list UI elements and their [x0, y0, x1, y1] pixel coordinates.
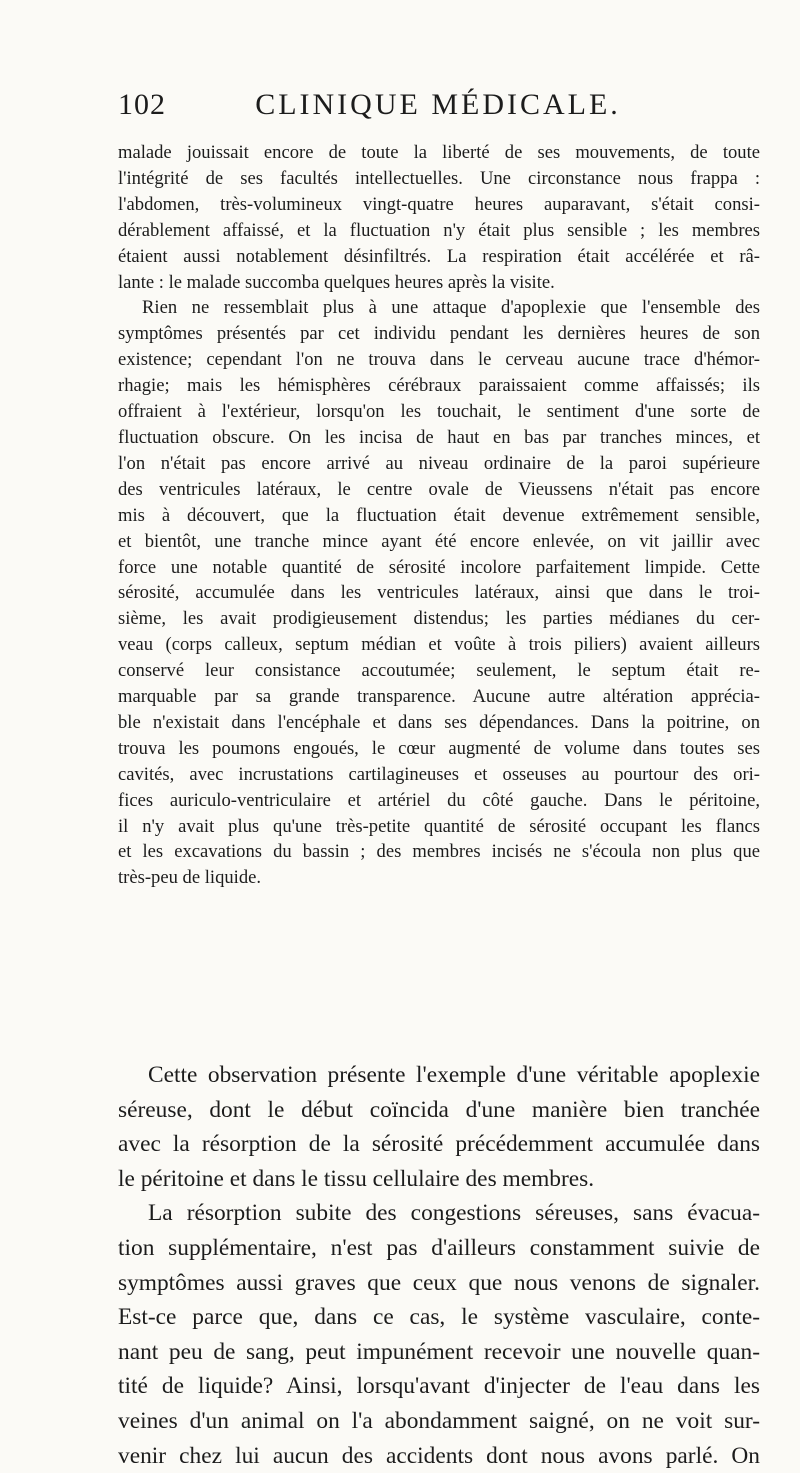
text-line: conservé leur consistance accoutumée; seulement, le septum était re-	[118, 660, 760, 682]
text-line: et les excavations du bassin ; des membres incisés ne s'écoula non plus que	[118, 841, 760, 863]
text-line: et bientôt, une tranche mince ayant été encore enlevée, on vit jaillir avec	[118, 530, 760, 552]
text-line: tité de liquide? Ainsi, lorsqu'avant d'injecter de l'eau dans les	[118, 1373, 760, 1400]
text-line: étaient aussi notablement désinfiltrés. La respiration était accélérée et râ-	[118, 245, 760, 267]
text-line: offraient à l'extérieur, lorsqu'on les touchait, le sentiment d'une sorte de	[118, 401, 760, 423]
text-line: il n'y avait plus qu'une très-petite quantité de sérosité occupant les flancs	[118, 815, 760, 837]
text-line: marquable par sa grande transparence. Aucune autre altération apprécia-	[118, 686, 760, 708]
running-head: CLINIQUE MÉDICALE.	[255, 88, 621, 121]
text-line: l'abdomen, très-volumineux vingt-quatre heures auparavant, s'était consi-	[118, 193, 760, 215]
text-line: symptômes présentés par cet individu pendant les dernières heures de son	[118, 323, 760, 345]
text-line: Est-ce parce que, dans ce cas, le système vasculaire, conte-	[118, 1304, 760, 1331]
case-report-text	[118, 140, 760, 891]
text-line: existence; cependant l'on ne trouva dans le cerveau aucune trace d'hémor-	[118, 349, 760, 371]
text-line: cavités, avec incrustations cartilagineuses et osseuses au pourtour des ori-	[118, 763, 760, 785]
text-line: l'intégrité de ses facultés intellectuelles. Une circonstance nous frappa :	[118, 167, 760, 189]
text-line: mis à découvert, que la fluctuation était devenue extrêmement sensible,	[118, 504, 760, 526]
text-line: rhagie; mais les hémisphères cérébraux paraissaient comme affaissés; ils	[118, 375, 760, 397]
text-line: Cette observation présente l'exemple d'une véritable apoplexie	[148, 1062, 760, 1088]
text-line: force une notable quantité de sérosité incolore parfaitement limpide. Cette	[118, 556, 760, 578]
text-line: très-peu de liquide.	[118, 867, 262, 889]
text-line: le péritoine et dans le tissu cellulaire des membres.	[118, 1165, 595, 1192]
text-line: des ventricules latéraux, le centre ovale de Vieussens n'était pas encore	[118, 478, 760, 500]
text-line: malade jouissait encore de toute la liberté de ses mouvements, de toute	[118, 142, 760, 163]
text-line: sérosité, accumulée dans les ventricules latéraux, ainsi que dans le troi-	[118, 582, 760, 604]
text-line: La résorption subite des congestions séreuses, sans évacua-	[148, 1200, 760, 1227]
text-line: dérablement affaissé, et la fluctuation n'y était plus sensible ; les membres	[118, 219, 760, 241]
text-line: avec la résorption de la sérosité précédemment accumulée dans	[118, 1131, 760, 1158]
text-line: sième, les avait prodigieusement distendus; les parties médianes du cer-	[118, 608, 760, 630]
text-line: ble n'existait dans l'encéphale et dans ses dépendances. Dans la poitrine, on	[118, 711, 760, 733]
text-line: l'on n'était pas encore arrivé au niveau ordinaire de la paroi supérieure	[118, 452, 760, 474]
text-line: lante : le malade succomba quelques heures après la visite.	[118, 271, 555, 293]
text-line: fices auriculo-ventriculaire et artériel du côté gauche. Dans le péritoine,	[118, 789, 760, 811]
text-line: tion supplémentaire, n'est pas d'ailleurs constamment suivie de	[118, 1234, 760, 1261]
text-line: venir chez lui aucun des accidents dont nous avons parlé. On	[118, 1442, 760, 1469]
commentary-text	[118, 1058, 760, 1473]
text-line: veines d'un animal on l'a abondamment saigné, on ne voit sur-	[118, 1407, 760, 1434]
text-line: trouva les poumons engoués, le cœur augmenté de volume dans toutes ses	[118, 737, 760, 759]
text-line: symptômes aussi graves que ceux que nous venons de signaler.	[118, 1269, 760, 1296]
text-line: Rien ne ressemblait plus à une attaque d'apoplexie que l'ensemble des	[142, 297, 760, 319]
page-number: 102	[118, 88, 166, 121]
text-line: séreuse, dont le début coïncida d'une manière bien tranchée	[118, 1096, 760, 1123]
text-line: veau (corps calleux, septum médian et voûte à trois piliers) avaient ailleurs	[118, 634, 760, 656]
text-line: nant peu de sang, peut impunément recevoir une nouvelle quan-	[118, 1338, 760, 1365]
page-header	[118, 88, 758, 128]
text-line: fluctuation obscure. On les incisa de haut en bas par tranches minces, et	[118, 426, 760, 448]
